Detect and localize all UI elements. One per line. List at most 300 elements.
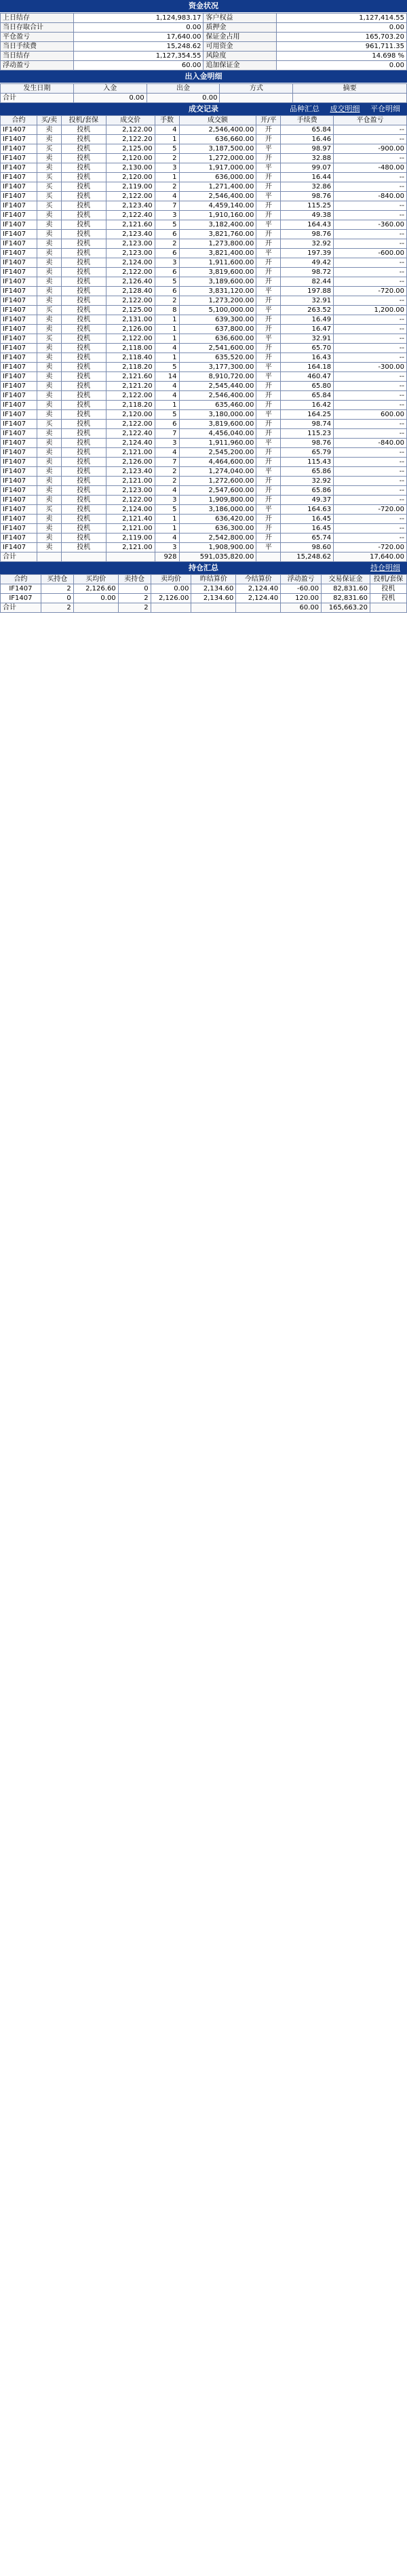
trade-lots: 5 [155,410,179,420]
trade-open-close: 开 [256,230,281,239]
trade-side: 卖 [37,125,61,135]
trade-side: 卖 [37,467,61,477]
trade-contract: IF1407 [1,144,37,154]
trade-amount: 2,546,400.00 [179,125,256,135]
trade-open-close: 开 [256,239,281,249]
position-cell: 2 [118,594,151,603]
trade-price: 2,122.00 [106,496,155,505]
trade-contract: IF1407 [1,543,37,552]
table-row [1,220,407,230]
tab-position-detail[interactable]: 持仓明细 [370,563,400,572]
trade-fee: 32.91 [281,296,334,306]
trade-amount: 3,182,400.00 [179,220,256,230]
trade-amount: 4,456,040.00 [179,429,256,439]
trade-open-close: 开 [256,315,281,325]
trade-side: 卖 [37,477,61,486]
trade-price: 2,123.40 [106,230,155,239]
trade-close-pnl: -720.00 [334,543,407,552]
deposit-total-in: 0.00 [73,94,147,103]
trade-price: 2,121.60 [106,372,155,382]
trade-lots: 6 [155,287,179,296]
trade-contract: IF1407 [1,230,37,239]
trade-open-close: 开 [256,391,281,401]
fund-table [0,13,407,71]
fund-value: 15,248.62 [73,42,204,52]
trade-price: 2,126.00 [106,458,155,467]
trade-contract: IF1407 [1,258,37,268]
trade-lots: 4 [155,391,179,401]
trade-close-pnl: -- [334,325,407,334]
trade-side: 卖 [37,287,61,296]
trade-fee: 115.43 [281,458,334,467]
position-cell: 82,831.60 [322,594,370,603]
trade-side: 卖 [37,363,61,372]
trade-price: 2,122.00 [106,391,155,401]
trade-hedge-flag: 投机 [61,505,106,515]
trade-side: 卖 [37,534,61,543]
trade-open-close: 开 [256,382,281,391]
fund-value: 1,127,414.55 [277,14,407,23]
trade-fee: 16.44 [281,173,334,182]
fund-value: 14.698 % [277,52,407,61]
fund-row [1,33,407,42]
tab-trade-detail[interactable]: 成交明细 [330,104,360,113]
trade-side: 卖 [37,524,61,534]
trade-hedge-flag: 投机 [61,410,106,420]
deposit-total-label: 合计 [1,94,74,103]
trade-contract: IF1407 [1,192,37,201]
trade-close-pnl: -300.00 [334,363,407,372]
trade-fee: 32.91 [281,334,334,344]
trade-contract: IF1407 [1,458,37,467]
trade-close-pnl: -- [334,401,407,410]
trade-price: 2,123.40 [106,467,155,477]
trade-hedge-flag: 投机 [61,173,106,182]
trade-lots: 5 [155,505,179,515]
trade-close-pnl: 1,200.00 [334,306,407,315]
trade-hedge-flag: 投机 [61,372,106,382]
trade-contract: IF1407 [1,515,37,524]
trade-amount: 636,300.00 [179,524,256,534]
trade-price: 2,122.00 [106,420,155,429]
trade-side: 卖 [37,543,61,552]
trade-amount: 1,911,960.00 [179,439,256,448]
position-header: 今结算价 [236,575,281,584]
trade-open-close: 开 [256,524,281,534]
fund-label: 平仓盈亏 [1,33,74,42]
table-row [1,439,407,448]
trade-amount: 2,546,400.00 [179,391,256,401]
trade-contract: IF1407 [1,249,37,258]
trade-side: 卖 [37,220,61,230]
trade-contract: IF1407 [1,429,37,439]
trade-open-close: 开 [256,448,281,458]
table-row [1,391,407,401]
fund-row [1,23,407,33]
trade-open-close: 平 [256,363,281,372]
trade-open-close: 开 [256,496,281,505]
trade-lots: 6 [155,268,179,277]
trade-side: 买 [37,334,61,344]
trade-open-close: 平 [256,439,281,448]
trade-price: 2,126.00 [106,325,155,334]
trade-header: 成交额 [179,116,256,125]
trade-open-close: 开 [256,458,281,467]
fund-row [1,14,407,23]
trade-lots: 3 [155,258,179,268]
statement [0,0,407,613]
table-row [1,277,407,287]
trade-price: 2,118.20 [106,401,155,410]
trade-amount: 1,271,400.00 [179,182,256,192]
trade-amount: 1,908,900.00 [179,543,256,552]
trade-contract: IF1407 [1,201,37,211]
trade-hedge-flag: 投机 [61,543,106,552]
position-cell: -60.00 [281,584,322,594]
fund-value: 0.00 [277,61,407,71]
trade-open-close: 开 [256,268,281,277]
position-cell: 2,124.40 [236,594,281,603]
trade-header: 手数 [155,116,179,125]
trade-lots: 4 [155,448,179,458]
trade-lots: 2 [155,239,179,249]
trade-fee: 65.70 [281,344,334,353]
position-section-title: 持仓汇总 [189,563,218,572]
trade-close-pnl: -- [334,173,407,182]
trade-close-pnl: -- [334,344,407,353]
trade-amount: 639,300.00 [179,315,256,325]
table-row [1,325,407,334]
trade-contract: IF1407 [1,467,37,477]
fund-label: 质押金 [204,23,277,33]
deposit-header: 入金 [73,84,147,94]
trade-close-pnl: -- [334,182,407,192]
trade-lots: 7 [155,201,179,211]
trade-amount: 1,909,800.00 [179,496,256,505]
trade-amount: 1,917,000.00 [179,163,256,173]
trade-open-close: 开 [256,534,281,543]
position-cell: 0 [118,584,151,594]
trade-open-close: 平 [256,505,281,515]
trade-fee: 65.79 [281,448,334,458]
trade-fee: 164.63 [281,505,334,515]
trade-header: 买/卖 [37,116,61,125]
trade-lots: 3 [155,211,179,220]
trade-lots: 1 [155,135,179,144]
trade-price: 2,122.00 [106,296,155,306]
trade-lots: 8 [155,306,179,315]
trade-side: 卖 [37,277,61,287]
table-row [1,334,407,344]
trade-side: 卖 [37,429,61,439]
trade-header: 合约 [1,116,37,125]
trade-lots: 4 [155,125,179,135]
position-cell: IF1407 [1,584,41,594]
trade-fee: 460.47 [281,372,334,382]
position-cell: 2,134.60 [191,594,236,603]
trade-section-title: 成交记录 [189,104,218,113]
fund-label: 当日手续费 [1,42,74,52]
trade-amount: 1,274,040.00 [179,467,256,477]
trade-fee: 32.92 [281,239,334,249]
trade-side: 卖 [37,372,61,382]
trade-amount: 637,800.00 [179,325,256,334]
trade-open-close: 平 [256,410,281,420]
trade-amount: 636,420.00 [179,515,256,524]
trade-amount: 2,541,600.00 [179,344,256,353]
position-cell: 2,126.00 [151,594,191,603]
trade-side: 卖 [37,496,61,505]
table-row [1,268,407,277]
trade-price: 2,124.00 [106,258,155,268]
trade-fee: 49.42 [281,258,334,268]
trade-fee: 16.42 [281,401,334,410]
trade-lots: 1 [155,315,179,325]
trade-side: 卖 [37,391,61,401]
trade-total-row [1,552,407,562]
trade-total-fee: 15,248.62 [281,552,334,562]
trade-lots: 4 [155,486,179,496]
trade-lots: 1 [155,353,179,363]
fund-label: 上日结存 [1,14,74,23]
trade-side: 卖 [37,154,61,163]
deposit-header: 出金 [147,84,220,94]
trade-hedge-flag: 投机 [61,144,106,154]
trade-lots: 3 [155,163,179,173]
trade-open-close: 平 [256,249,281,258]
fund-label: 当日结存 [1,52,74,61]
table-row [1,144,407,154]
trade-total-lots: 928 [155,552,179,562]
table-row [1,496,407,505]
table-row [1,467,407,477]
trade-lots: 1 [155,401,179,410]
trade-contract: IF1407 [1,211,37,220]
trade-hedge-flag: 投机 [61,249,106,258]
trade-lots: 5 [155,144,179,154]
trade-hedge-flag: 投机 [61,534,106,543]
trade-contract: IF1407 [1,125,37,135]
position-total-float: 60.00 [281,603,322,613]
trade-hedge-flag: 投机 [61,420,106,429]
table-row [1,477,407,486]
trade-close-pnl: 600.00 [334,410,407,420]
trade-total-amount: 591,035,820.00 [179,552,256,562]
trade-hedge-flag: 投机 [61,296,106,306]
trade-lots: 7 [155,458,179,467]
trade-open-close: 开 [256,125,281,135]
trade-price: 2,122.00 [106,192,155,201]
trade-close-pnl: -- [334,496,407,505]
trade-amount: 636,600.00 [179,334,256,344]
trade-amount: 1,272,600.00 [179,477,256,486]
trade-amount: 635,460.00 [179,401,256,410]
trade-close-pnl: -- [334,258,407,268]
position-total-row [1,603,407,613]
trade-hedge-flag: 投机 [61,287,106,296]
trade-fee: 115.23 [281,429,334,439]
trade-fee: 32.92 [281,477,334,486]
trade-contract: IF1407 [1,524,37,534]
trade-fee: 16.46 [281,135,334,144]
tab-variety-summary[interactable]: 品种汇总 [290,104,319,113]
trade-contract: IF1407 [1,382,37,391]
table-row [1,458,407,467]
trade-hedge-flag: 投机 [61,486,106,496]
trade-price: 2,118.20 [106,363,155,372]
fund-label: 风险度 [204,52,277,61]
trade-hedge-flag: 投机 [61,353,106,363]
deposit-header: 方式 [220,84,293,94]
trade-hedge-flag: 投机 [61,429,106,439]
trade-lots: 3 [155,439,179,448]
table-row [1,505,407,515]
trade-fee: 32.86 [281,182,334,192]
trade-amount: 1,272,000.00 [179,154,256,163]
position-total-margin: 165,663.20 [322,603,370,613]
table-row [1,401,407,410]
trade-side: 卖 [37,268,61,277]
trade-hedge-flag: 投机 [61,315,106,325]
table-row [1,315,407,325]
deposit-table [0,83,407,103]
trade-table [0,115,407,562]
trade-price: 2,122.40 [106,211,155,220]
trade-fee: 99.07 [281,163,334,173]
trade-side: 卖 [37,353,61,363]
tab-close-detail[interactable]: 平仓明细 [370,104,400,113]
trade-side: 卖 [37,410,61,420]
trade-fee: 65.80 [281,382,334,391]
deposit-total-out: 0.00 [147,94,220,103]
trade-lots: 1 [155,515,179,524]
fund-value: 0.00 [277,23,407,33]
trade-close-pnl: -- [334,334,407,344]
trade-hedge-flag: 投机 [61,211,106,220]
trade-open-close: 开 [256,182,281,192]
trade-fee: 98.97 [281,144,334,154]
table-row [1,135,407,144]
trade-contract: IF1407 [1,154,37,163]
fund-value: 165,703.20 [277,33,407,42]
trade-price: 2,122.00 [106,125,155,135]
position-cell: 2,126.60 [73,584,118,594]
trade-lots: 5 [155,277,179,287]
table-row [1,239,407,249]
trade-fee: 65.84 [281,125,334,135]
trade-amount: 3,187,500.00 [179,144,256,154]
trade-amount: 1,273,200.00 [179,296,256,306]
trade-amount: 4,459,140.00 [179,201,256,211]
trade-side: 卖 [37,296,61,306]
table-row [1,594,407,603]
trade-side: 买 [37,182,61,192]
position-header: 合约 [1,575,41,584]
trade-lots: 2 [155,467,179,477]
position-total-label: 合计 [1,603,41,613]
trade-amount: 3,819,600.00 [179,420,256,429]
trade-close-pnl: -- [334,277,407,287]
trade-amount: 2,545,440.00 [179,382,256,391]
position-header: 卖持仓 [118,575,151,584]
trade-contract: IF1407 [1,334,37,344]
table-row [1,125,407,135]
trade-side: 卖 [37,486,61,496]
trade-lots: 4 [155,534,179,543]
position-cell: 2,134.60 [191,584,236,594]
trade-contract: IF1407 [1,363,37,372]
trade-side: 买 [37,201,61,211]
table-row [1,382,407,391]
trade-side: 卖 [37,515,61,524]
trade-close-pnl: -720.00 [334,287,407,296]
trade-lots: 2 [155,182,179,192]
trade-open-close: 开 [256,258,281,268]
trade-lots: 1 [155,334,179,344]
trade-fee: 98.74 [281,420,334,429]
trade-fee: 65.84 [281,391,334,401]
trade-hedge-flag: 投机 [61,135,106,144]
trade-side: 卖 [37,249,61,258]
fund-label: 保证金占用 [204,33,277,42]
trade-side: 买 [37,144,61,154]
trade-price: 2,121.40 [106,515,155,524]
table-row [1,486,407,496]
trade-side: 卖 [37,448,61,458]
fund-value: 0.00 [73,23,204,33]
position-header: 买持仓 [41,575,73,584]
trade-contract: IF1407 [1,277,37,287]
trade-close-pnl: -840.00 [334,439,407,448]
position-cell: 0.00 [151,584,191,594]
trade-hedge-flag: 投机 [61,401,106,410]
trade-fee: 164.18 [281,363,334,372]
trade-fee: 164.43 [281,220,334,230]
table-row [1,192,407,201]
trade-side: 买 [37,306,61,315]
trade-contract: IF1407 [1,372,37,382]
trade-close-pnl: -- [334,211,407,220]
trade-header: 平仓盈亏 [334,116,407,125]
position-header: 昨结算价 [191,575,236,584]
trade-price: 2,123.00 [106,249,155,258]
position-cell: 投机 [370,584,406,594]
trade-close-pnl: -360.00 [334,220,407,230]
trade-contract: IF1407 [1,496,37,505]
position-cell: 120.00 [281,594,322,603]
trade-contract: IF1407 [1,353,37,363]
trade-close-pnl: -- [334,524,407,534]
trade-close-pnl: -- [334,372,407,382]
position-cell: IF1407 [1,594,41,603]
trade-price: 2,122.00 [106,268,155,277]
trade-price: 2,131.00 [106,315,155,325]
trade-hedge-flag: 投机 [61,277,106,287]
trade-lots: 4 [155,344,179,353]
trade-contract: IF1407 [1,410,37,420]
trade-hedge-flag: 投机 [61,258,106,268]
trade-price: 2,121.20 [106,382,155,391]
trade-lots: 6 [155,230,179,239]
trade-lots: 1 [155,325,179,334]
trade-price: 2,125.00 [106,144,155,154]
trade-hedge-flag: 投机 [61,220,106,230]
fund-value: 1,127,354.55 [73,52,204,61]
trade-hedge-flag: 投机 [61,325,106,334]
trade-hedge-flag: 投机 [61,391,106,401]
trade-hedge-flag: 投机 [61,192,106,201]
trade-close-pnl: -- [334,125,407,135]
